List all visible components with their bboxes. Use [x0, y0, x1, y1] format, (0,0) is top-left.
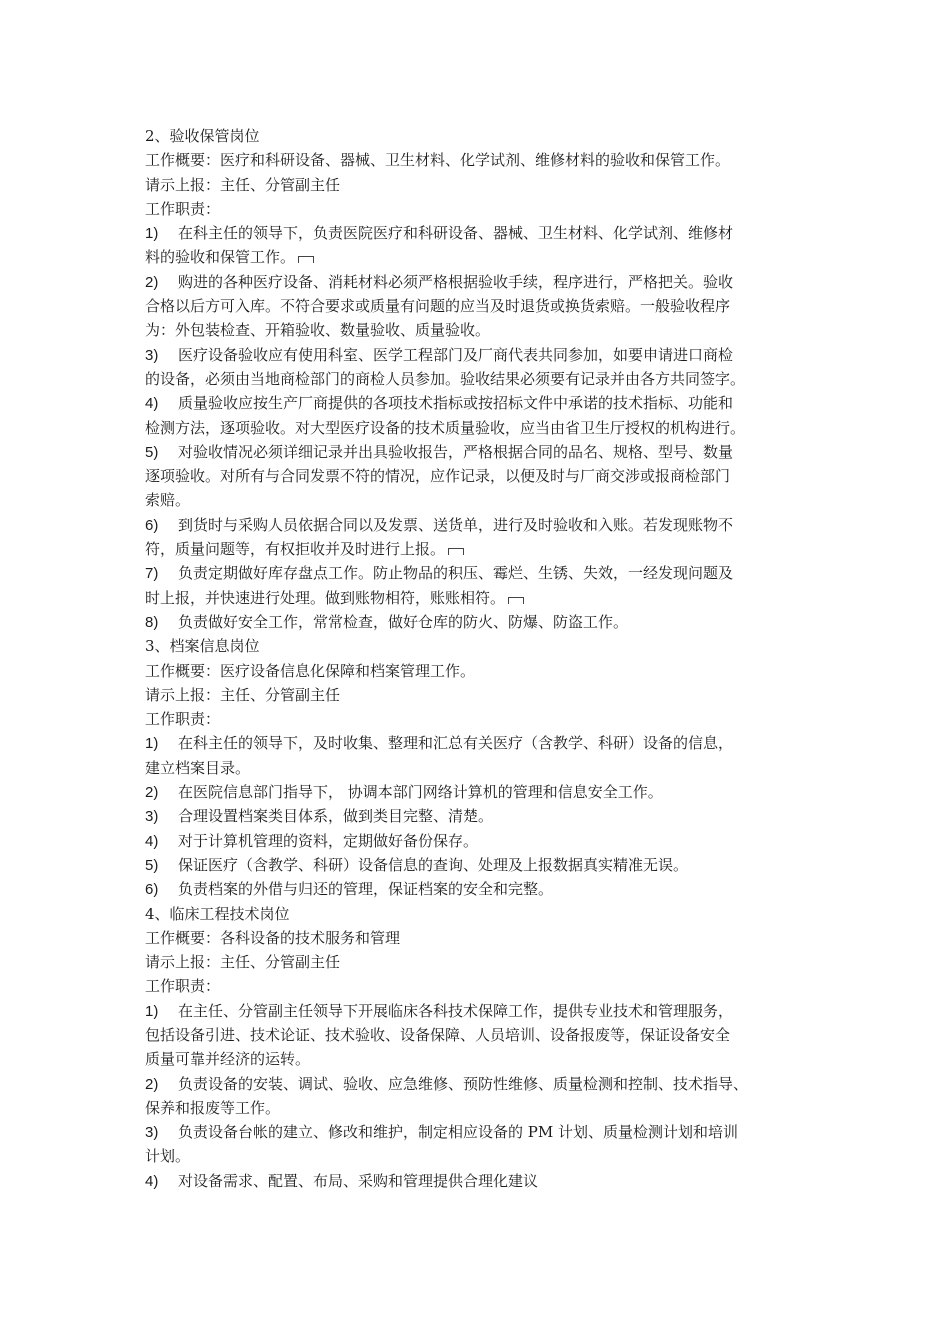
paragraph-mark-icon: [448, 548, 464, 555]
duty-text: 负责做好安全工作，常常检查，做好仓库的防火、防爆、防盗工作。: [178, 612, 629, 631]
duty-text: 购进的各种医疗设备、消耗材料必须严格根据验收手续，程序进行，严格把关。验收: [178, 272, 734, 291]
duty-line: [145, 999, 813, 1023]
duty-text: 在科主任的领导下，负责医院医疗和科研设备、器械、卫生材料、化学试剂、维修材: [178, 224, 734, 243]
duty-number: 6): [145, 881, 159, 899]
duty-line: [145, 1169, 813, 1193]
duty-text: 医疗设备验收应有使用科室、医学工程部门及厂商代表共同参加，如要申请进口商检: [178, 345, 734, 364]
duty-text: 检测方法，逐项验收。对大型医疗设备的技术质量验收，应当由省卫生厅授权的机构进行。: [145, 418, 746, 437]
duty-text: 保养和报废等工作。: [145, 1098, 281, 1117]
duty-text: 负责设备的安装、调试、验收、应急维修、预防性维修、质量检测和控制、技术指导、: [178, 1074, 749, 1093]
duty-line: [145, 513, 813, 537]
work-overview: 工作概要：医疗设备信息化保障和档案管理工作。: [145, 661, 476, 680]
duty-line: [145, 488, 813, 512]
duty-item: [145, 221, 813, 270]
section-heading: 3、档案信息岗位: [145, 637, 260, 656]
duty-item: [145, 440, 813, 513]
report-to: 请示上报：主任、分管副主任: [145, 175, 341, 194]
duty-text: 负责档案的外借与归还的管理，保证档案的安全和完整。: [178, 880, 554, 899]
duty-number: 5): [145, 443, 159, 461]
duty-line: [145, 440, 813, 464]
duty-line: [145, 1144, 813, 1168]
duty-item: [145, 1169, 813, 1193]
duty-number: 1): [145, 1002, 159, 1020]
duty-number: 3): [145, 808, 159, 826]
duty-line: [145, 877, 813, 901]
duty-number: 1): [145, 225, 159, 243]
duty-text: 保证医疗（含教学、科研）设备信息的查询、处理及上报数据真实精准无误。: [178, 855, 689, 874]
duty-line: [145, 1023, 813, 1047]
duty-number: 8): [145, 613, 159, 631]
duty-number: 1): [145, 735, 159, 753]
duty-number: 4): [145, 395, 159, 413]
duty-item: [145, 780, 813, 804]
duty-item: [145, 513, 813, 562]
duty-text: 索赔。: [145, 491, 191, 510]
duty-line: [145, 318, 813, 342]
duty-text: 时上报，并快速进行处理。做到账物相符，账账相符。: [145, 588, 506, 607]
duty-line: [145, 610, 813, 634]
duty-line: [145, 1072, 813, 1096]
duty-text: 质量验收应按生产厂商提供的各项技术指标或按招标文件中承诺的技术指标、功能和: [178, 394, 734, 413]
duty-line: [145, 829, 813, 853]
duty-line: [145, 464, 813, 488]
duty-number: 7): [145, 565, 159, 583]
duty-text: 到货时与采购人员依据合同以及发票、送货单，进行及时验收和入账。若发现账物不: [178, 515, 734, 534]
duty-text: 对验收情况必须详细记录并出具验收报告，严格根据合同的品名、规格、型号、数量: [178, 442, 734, 461]
duty-text: 在主任、分管副主任领导下开展临床各科技术保障工作，提供专业技术和管理服务，: [178, 1001, 734, 1020]
duty-line: [145, 1096, 813, 1120]
duty-number: 3): [145, 1124, 159, 1142]
duty-item: [145, 804, 813, 828]
duty-line: [145, 416, 813, 440]
duty-text: 为：外包装检查、开箱验收、数量验收、质量验收。: [145, 321, 491, 340]
duty-number: 4): [145, 1172, 159, 1190]
duty-item: [145, 1072, 813, 1121]
duty-number: 2): [145, 784, 159, 802]
duty-item: [145, 343, 813, 392]
duty-text: 在科主任的领导下，及时收集、整理和汇总有关医疗（含教学、科研）设备的信息，: [178, 734, 734, 753]
duty-text: 符，质量问题等，有权拒收并及时进行上报。: [145, 540, 446, 559]
duty-text: 建立档案目录。: [145, 758, 251, 777]
duty-text: 负责设备台帐的建立、修改和维护，制定相应设备的 PM 计划、质量检测计划和培训: [178, 1123, 738, 1142]
duty-number: 2): [145, 273, 159, 291]
duty-text: 对于计算机管理的资料，定期做好备份保存。: [178, 831, 479, 850]
document-page: [145, 124, 813, 1193]
duty-text: 合理设置档案类目体系，做到类目完整、清楚。: [178, 807, 494, 826]
duty-text: 逐项验收。对所有与合同发票不符的情况，应作记录，以便及时与厂商交涉或报商检部门: [145, 467, 731, 486]
duty-line: [145, 561, 813, 585]
duty-item: [145, 731, 813, 780]
duty-line: [145, 391, 813, 415]
duty-line: [145, 780, 813, 804]
duty-number: 3): [145, 346, 159, 364]
duty-item: [145, 610, 813, 634]
duty-line: [145, 853, 813, 877]
duty-item: [145, 829, 813, 853]
duty-item: [145, 391, 813, 440]
duty-item: [145, 270, 813, 343]
duties-label: 工作职责：: [145, 977, 221, 996]
work-overview: 工作概要：医疗和科研设备、器械、卫生材料、化学试剂、维修材料的验收和保管工作。: [145, 151, 731, 170]
duty-line: [145, 804, 813, 828]
work-overview: 工作概要：各科设备的技术服务和管理: [145, 928, 401, 947]
duty-text: 计划。: [145, 1147, 191, 1166]
duties-label: 工作职责：: [145, 710, 221, 729]
duty-line: [145, 245, 813, 269]
duty-line: [145, 343, 813, 367]
section-heading: 4、临床工程技术岗位: [145, 904, 290, 923]
duty-number: 4): [145, 832, 159, 850]
duty-line: [145, 1120, 813, 1144]
paragraph-mark-icon: [298, 256, 314, 263]
duty-text: 包括设备引进、技术论证、技术验收、设备保障、人员培训、设备报废等，保证设备安全: [145, 1025, 731, 1044]
duty-text: 在医院信息部门指导下， 协调本部门网络计算机的管理和信息安全工作。: [178, 783, 663, 802]
section-heading: 2、验收保管岗位: [145, 127, 260, 145]
duty-item: [145, 853, 813, 877]
duty-line: [145, 537, 813, 561]
duty-line: [145, 294, 813, 318]
duty-line: [145, 1047, 813, 1071]
duty-line: [145, 731, 813, 755]
duty-text: 合格以后方可入库。不符合要求或质量有问题的应当及时退货或换货索赔。一般验收程序: [145, 297, 731, 316]
duty-text: 的设备，必须由当地商检部门的商检人员参加。验收结果必须要有记录并由各方共同签字。: [145, 369, 746, 388]
report-to: 请示上报：主任、分管副主任: [145, 685, 341, 704]
duty-item: [145, 877, 813, 901]
duty-line: [145, 367, 813, 391]
duties-label: 工作职责：: [145, 199, 221, 218]
report-to: 请示上报：主任、分管副主任: [145, 953, 341, 972]
paragraph-mark-icon: [508, 597, 524, 604]
duty-item: [145, 561, 813, 610]
duty-number: 2): [145, 1075, 159, 1093]
duty-text: 料的验收和保管工作。: [145, 248, 296, 267]
duty-line: [145, 270, 813, 294]
duty-number: 6): [145, 516, 159, 534]
duty-item: [145, 999, 813, 1072]
duty-text: 质量可靠并经济的运转。: [145, 1050, 311, 1069]
duty-line: [145, 586, 813, 610]
duty-line: [145, 756, 813, 780]
duty-number: 5): [145, 856, 159, 874]
duty-line: [145, 221, 813, 245]
duty-text: 负责定期做好库存盘点工作。防止物品的积压、霉烂、生锈、失效，一经发现问题及: [178, 564, 734, 583]
duty-item: [145, 1120, 813, 1169]
duty-text: 对设备需求、配置、布局、采购和管理提供合理化建议: [178, 1171, 539, 1190]
